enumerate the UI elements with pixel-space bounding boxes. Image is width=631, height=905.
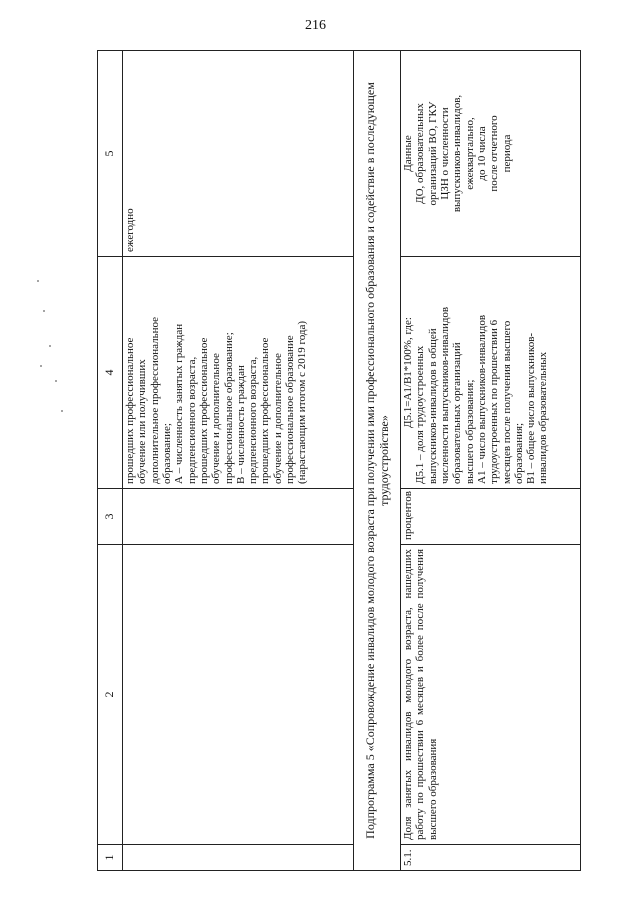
cont-formula-line: профессиональное образование; — [222, 332, 235, 484]
scan-speckles — [35, 270, 75, 420]
cont-formula-line: обучение или получивших — [136, 359, 149, 484]
cont-formula-line: прошедших профессиональное — [259, 337, 272, 484]
cont-col-1 — [123, 845, 354, 871]
row-5-1-source-line: ДО, образовательных — [414, 103, 427, 204]
row-5-1-source-line: организаций ВО, ГКУ — [426, 101, 439, 206]
row-5-1-formula-line: Д5.1=А1/В1*100%, где: — [402, 317, 414, 428]
header-col-5: 5 — [98, 51, 123, 257]
page-number: 216 — [305, 18, 326, 33]
header-row — [98, 51, 123, 871]
row-5-1-formula-line: А1 – число выпускников-инвалидов — [475, 314, 488, 484]
cont-formula-line: обучение и дополнительное — [210, 353, 223, 484]
row-5-1-source — [401, 51, 581, 257]
row-5-1-formula-line: образования; — [512, 422, 525, 484]
cont-formula-cell — [123, 257, 354, 489]
row-5-1-formula — [401, 257, 581, 489]
cont-formula-line: предпенсионного возраста, — [247, 356, 260, 484]
section-row — [354, 51, 401, 871]
cont-formula-line: (нарастающим итогом с 2019 года) — [296, 320, 309, 484]
row-5-1-formula-line: численности выпускников-инвалидов — [438, 306, 451, 484]
row-5-1-indicator: Доля занятых инвалидов молодого возраста, нашедших работу по прошествии 6 месяцев и более после получения высшего образования — [401, 545, 581, 845]
row-5-1-formula-line: образовательных организаций — [451, 342, 464, 484]
row-5-1-source-line: до 10 числа — [475, 126, 488, 181]
row-5-1-formula-line: выпускников-инвалидов в общей — [426, 328, 439, 484]
row-5-1-formula-line: высшего образования; — [463, 379, 476, 484]
subprogram-5-title: Подпрограмма 5 «Сопровождение инвалидов молодого возраста при получении ими профессионального образования и содействие в последующем трудоустройстве» — [354, 51, 401, 871]
cont-formula-line: прошедших профессиональное — [124, 337, 136, 484]
header-col-4: 4 — [98, 257, 123, 489]
cont-formula-line: дополнительное профессиональное — [148, 316, 161, 484]
cont-col-3 — [123, 489, 354, 545]
continuation-row — [123, 51, 354, 871]
cont-formula-line: прошедших профессиональное — [197, 337, 210, 484]
cont-formula-line: В – численность граждан — [234, 365, 247, 484]
row-5-1-source-line: ежеквартально, — [463, 117, 476, 190]
row-5-1-formula-line: инвалидов образовательных — [537, 351, 550, 484]
row-5-1-source-line: ЦЗН о численности — [438, 107, 451, 200]
cont-formula-line: обучение и дополнительное — [271, 353, 284, 484]
cont-formula-line: предпенсионного возраста, — [185, 356, 198, 484]
header-col-2: 2 — [98, 545, 123, 845]
row-5-1-unit: процентов — [401, 489, 581, 545]
cont-col-2 — [123, 545, 354, 845]
row-5-1-formula-line: В1 – общее число выпускников- — [525, 332, 538, 484]
row-5-1-formula-line: месяцев после получения высшего — [500, 320, 513, 484]
row-5-1-formula-line: трудоустроенных по прошествии 6 — [488, 319, 501, 484]
cont-frequency: ежегодно — [123, 51, 354, 257]
indicators-table — [97, 50, 581, 871]
cont-formula-line: А – численность занятых граждан — [173, 323, 186, 484]
row-5-1-source-line: после отчетного — [488, 115, 501, 192]
rotated-table-container — [97, 51, 594, 871]
row-5-1-source-line: выпускников-инвалидов, — [451, 94, 464, 213]
row-5-1-formula-line: Д5.1 – доля трудоустроенных — [414, 345, 427, 484]
header-col-1: 1 — [98, 845, 123, 871]
row-5-1-number: 5.1. — [401, 845, 581, 871]
row-5-1-source-line: Данные — [402, 135, 414, 172]
row-5-1-source-line: периода — [500, 134, 513, 173]
cont-formula-line: профессиональное образование — [284, 335, 297, 484]
table-row-5-1 — [401, 51, 581, 871]
cont-formula-line: образование; — [160, 423, 173, 484]
header-col-3: 3 — [98, 489, 123, 545]
